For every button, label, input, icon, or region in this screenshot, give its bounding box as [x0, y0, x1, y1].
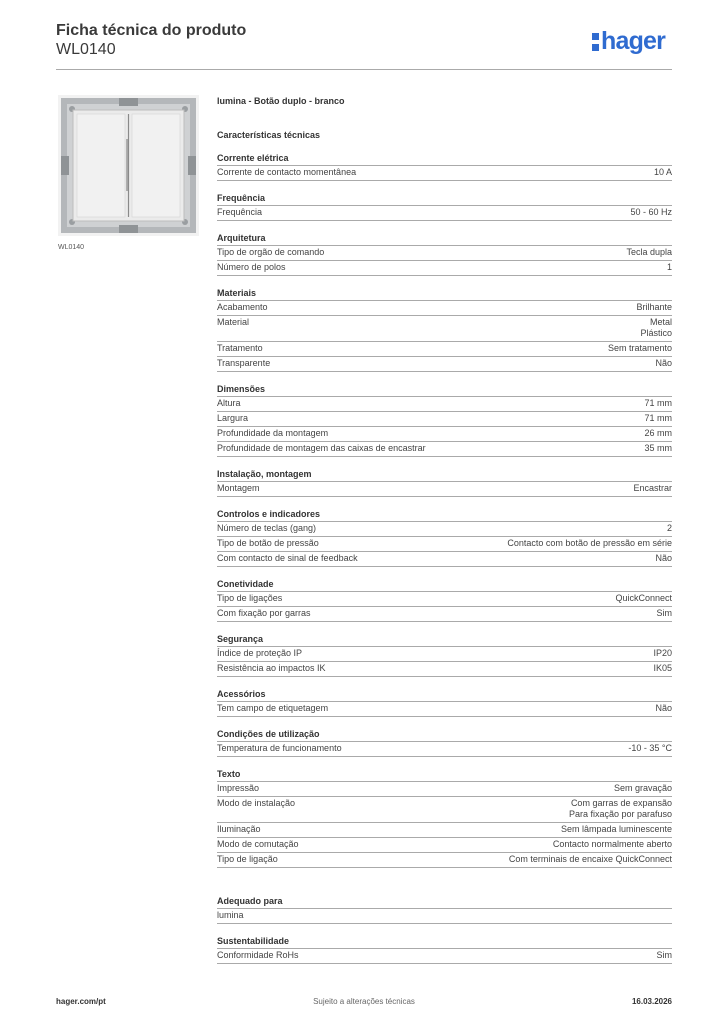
- spec-value: [644, 413, 672, 424]
- spec-value: [630, 207, 672, 218]
- section-title: Conetividade: [217, 579, 672, 592]
- spec-row: [217, 206, 672, 221]
- section-title: Instalação, montagem: [217, 469, 672, 482]
- section-title: Adequado para: [217, 896, 672, 909]
- spec-value-line: Sim: [656, 608, 672, 618]
- spec-value: [667, 523, 672, 534]
- spec-value-line: Encastrar: [633, 483, 672, 493]
- spec-section: [217, 288, 672, 372]
- spec-row: [217, 647, 672, 662]
- product-name: lumina - Botão duplo - branco: [217, 96, 345, 106]
- spec-row: [217, 427, 672, 442]
- spec-value-line: Sem tratamento: [607, 343, 672, 353]
- technical-characteristics-title: Características técnicas: [217, 130, 321, 140]
- spec-section: [217, 729, 672, 757]
- spec-label: Tem campo de etiquetagem: [217, 703, 329, 713]
- footer-notice: Sujeito a alterações técnicas: [313, 997, 415, 1006]
- spec-row: [217, 552, 672, 567]
- spec-label: Número de polos: [217, 262, 286, 272]
- spec-value: [654, 167, 672, 178]
- spec-label: Montagem: [217, 483, 260, 493]
- spec-row: [217, 702, 672, 717]
- spec-value: [569, 798, 672, 820]
- spec-section: [217, 579, 672, 622]
- spec-value-line: Metal: [649, 317, 672, 327]
- spec-label: Modo de comutação: [217, 839, 299, 849]
- spec-row: [217, 357, 672, 372]
- spec-label: lumina: [217, 910, 244, 920]
- spec-section: [217, 469, 672, 497]
- spec-row: [217, 261, 672, 276]
- spec-value: [644, 443, 672, 454]
- spec-row: [217, 537, 672, 552]
- spec-value-line: Contacto com botão de pressão em série: [507, 538, 672, 548]
- footer-date: 16.03.2026: [631, 997, 672, 1006]
- spec-row: [217, 442, 672, 457]
- spec-value: [644, 428, 672, 439]
- spec-section: [217, 384, 672, 457]
- spec-value-line: Brilhante: [636, 302, 672, 312]
- spec-row: [217, 797, 672, 823]
- section-title: Materiais: [217, 288, 672, 301]
- section-title: Texto: [217, 769, 672, 782]
- header-divider: [56, 69, 672, 70]
- spec-row: [217, 662, 672, 677]
- section-title: Frequência: [217, 193, 672, 206]
- spec-label: Tratamento: [217, 343, 263, 353]
- spec-value-line: -10 - 35 °C: [628, 743, 672, 753]
- spec-label: Frequência: [217, 207, 263, 217]
- product-code: WL0140: [56, 41, 116, 58]
- spec-label: Modo de instalação: [217, 798, 296, 808]
- spec-section: [217, 769, 672, 868]
- spec-value: [633, 483, 672, 494]
- spec-section: [217, 936, 672, 964]
- spec-value-line: IP20: [653, 648, 672, 658]
- section-title: Sustentabilidade: [217, 936, 672, 949]
- spec-value-line: 50 - 60 Hz: [630, 207, 672, 217]
- spec-value: [636, 302, 672, 313]
- spec-label: Com fixação por garras: [217, 608, 311, 618]
- footer-website: hager.com/pt: [56, 997, 106, 1006]
- spec-value-line: Contacto normalmente aberto: [552, 839, 672, 849]
- spec-value-line: Plástico: [640, 328, 672, 338]
- spec-label: Profundidade da montagem: [217, 428, 329, 438]
- spec-section: [217, 193, 672, 221]
- spec-section: [217, 634, 672, 677]
- spec-value: [615, 593, 672, 604]
- spec-value-line: IK05: [653, 663, 672, 673]
- spec-value: [640, 317, 672, 339]
- document-title: Ficha técnica do produto: [56, 22, 247, 39]
- spec-label: Transparente: [217, 358, 271, 368]
- spec-value-line: 26 mm: [644, 428, 672, 438]
- spec-value: [644, 398, 672, 409]
- image-caption: WL0140: [58, 244, 85, 251]
- spec-value: [653, 648, 672, 659]
- spec-value-line: 35 mm: [644, 443, 672, 453]
- spec-section: [217, 509, 672, 567]
- spec-label: Iluminação: [217, 824, 261, 834]
- spec-section: [217, 689, 672, 717]
- spec-row: [217, 742, 672, 757]
- spec-row: [217, 853, 672, 868]
- spec-row: [217, 166, 672, 181]
- spec-label: Conformidade RoHs: [217, 950, 299, 960]
- spec-value: [628, 743, 672, 754]
- spec-value-line: Sem gravação: [613, 783, 672, 793]
- spec-row: [217, 823, 672, 838]
- spec-value-line: Para fixação por parafuso: [568, 809, 672, 819]
- spec-label: Material: [217, 317, 250, 327]
- spec-row: [217, 592, 672, 607]
- spec-value: [626, 247, 672, 258]
- section-title: Corrente elétrica: [217, 153, 672, 166]
- spec-value-line: Com terminais de encaixe QuickConnect: [508, 854, 672, 864]
- spec-value: [667, 262, 672, 273]
- spec-value-line: Não: [655, 553, 672, 563]
- spec-value: [655, 358, 672, 369]
- spec-value-line: QuickConnect: [615, 593, 672, 603]
- spec-value-line: 2: [666, 523, 672, 533]
- spec-label: Tipo de botão de pressão: [217, 538, 319, 548]
- section-title: Controlos e indicadores: [217, 509, 672, 522]
- product-image: [58, 95, 199, 236]
- spec-label: Tipo de orgão de comando: [217, 247, 325, 257]
- spec-label: Com contacto de sinal de feedback: [217, 553, 358, 563]
- spec-label: Tipo de ligações: [217, 593, 283, 603]
- spec-row: [217, 522, 672, 537]
- spec-value: [655, 553, 672, 564]
- spec-value: [608, 343, 672, 354]
- spec-sections: [217, 153, 672, 964]
- spec-section: [217, 896, 672, 924]
- section-title: Segurança: [217, 634, 672, 647]
- spec-row: [217, 397, 672, 412]
- spec-section: [217, 233, 672, 276]
- spec-row: [217, 342, 672, 357]
- spec-value-line: Não: [655, 358, 672, 368]
- spec-value: [507, 538, 672, 549]
- spec-value: [657, 950, 673, 961]
- logo-text: hager: [601, 27, 666, 55]
- spec-value: [614, 783, 672, 794]
- spec-row: [217, 246, 672, 261]
- spec-value-line: 71 mm: [644, 413, 672, 423]
- section-title: Arquitetura: [217, 233, 672, 246]
- spec-label: Corrente de contacto momentânea: [217, 167, 357, 177]
- spec-value-line: Sim: [656, 950, 672, 960]
- spec-value: [655, 703, 672, 714]
- spec-row: [217, 316, 672, 342]
- spec-value-line: 71 mm: [644, 398, 672, 408]
- spec-row: [217, 782, 672, 797]
- spec-value: [657, 608, 673, 619]
- spec-label: Número de teclas (gang): [217, 523, 317, 533]
- spec-value-line: Com garras de expansão: [570, 798, 672, 808]
- section-title: Condições de utilização: [217, 729, 672, 742]
- hager-logo: [592, 26, 676, 58]
- spec-row: [217, 607, 672, 622]
- spec-row: [217, 838, 672, 853]
- spec-row: [217, 412, 672, 427]
- section-title: Dimensões: [217, 384, 672, 397]
- spec-value: [553, 839, 672, 850]
- spec-value-line: 10 A: [653, 167, 672, 177]
- spec-label: Temperatura de funcionamento: [217, 743, 342, 753]
- spec-row: [217, 482, 672, 497]
- spec-label: Acabamento: [217, 302, 268, 312]
- spec-value-line: Sem lâmpada luminescente: [560, 824, 672, 834]
- spec-value-line: Não: [655, 703, 672, 713]
- spec-value: [509, 854, 672, 865]
- spec-label: Altura: [217, 398, 241, 408]
- spec-label: Impressão: [217, 783, 260, 793]
- spec-row: [217, 301, 672, 316]
- spec-label: Largura: [217, 413, 249, 423]
- spec-content: [217, 96, 672, 964]
- spec-value-line: 1: [666, 262, 672, 272]
- spec-label: Índice de proteção IP: [217, 648, 303, 658]
- spec-label: Tipo de ligação: [217, 854, 278, 864]
- section-title: Acessórios: [217, 689, 672, 702]
- spec-row: [217, 909, 672, 924]
- logo-mark-icon: [592, 33, 600, 52]
- spec-value: [561, 824, 672, 835]
- document-header: [56, 21, 246, 59]
- spec-section: [217, 153, 672, 181]
- spec-label: Resistência ao impactos IK: [217, 663, 326, 673]
- spec-label: Profundidade de montagem das caixas de encastrar: [217, 443, 426, 453]
- spec-value-line: Tecla dupla: [626, 247, 672, 257]
- spec-value: [653, 663, 672, 674]
- spec-row: [217, 949, 672, 964]
